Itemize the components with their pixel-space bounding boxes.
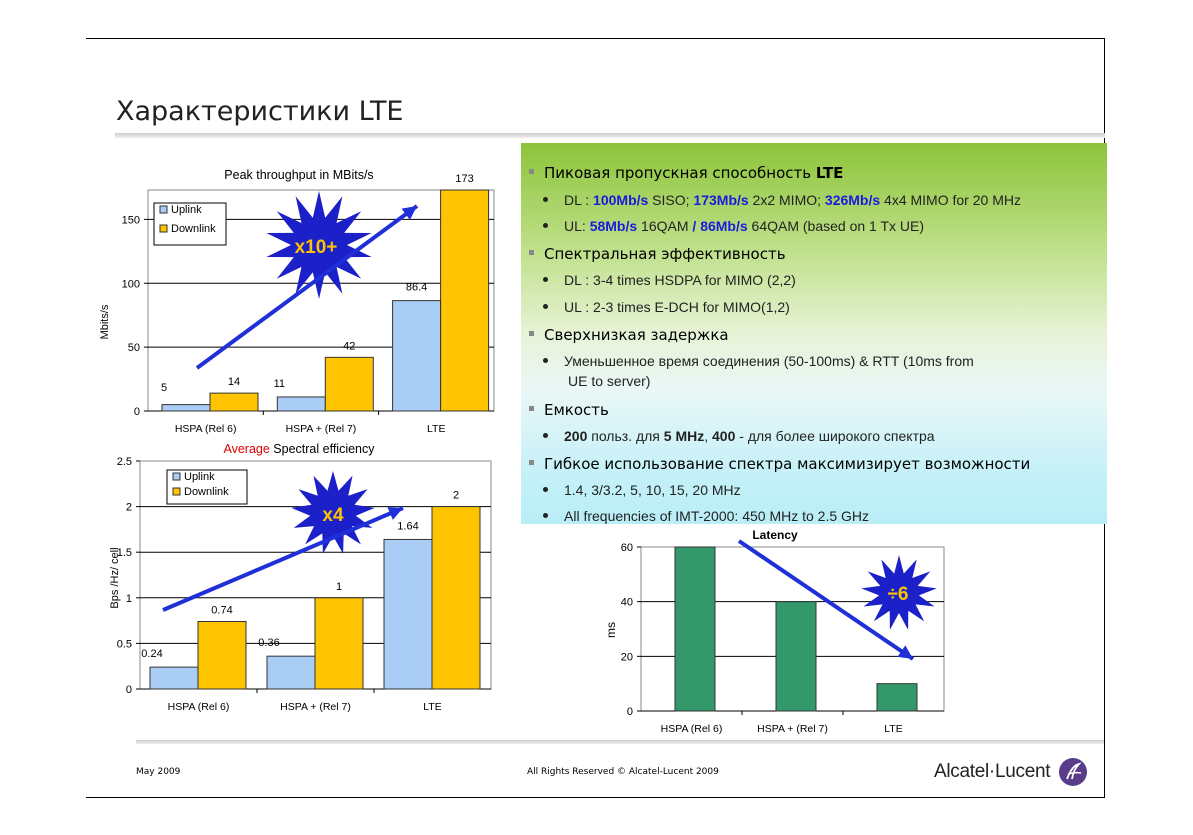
sub-bullet-latency-cont: UE to server) — [568, 373, 651, 389]
x-tick-label: LTE — [884, 723, 903, 735]
bar-uplink — [277, 397, 325, 411]
bullet-dot-icon — [543, 487, 548, 492]
bar-downlink — [210, 393, 258, 411]
sub-bullet-bandwidths: 1.4, 3/3.2, 5, 10, 15, 20 MHz — [543, 482, 741, 498]
bullet-square-icon — [529, 460, 534, 465]
y-axis-label: Mbits/s — [99, 304, 111, 340]
data-label: 1.64 — [397, 520, 419, 533]
x-tick-label: HSPA (Rel 6) — [660, 723, 723, 735]
x-tick-label: HSPA (Rel 6) — [167, 701, 230, 713]
bullet-dot-icon — [543, 433, 548, 438]
brand-block — [934, 757, 1088, 787]
y-axis-label: ms — [604, 622, 618, 638]
slide-title: Характеристики LTE — [116, 96, 404, 127]
bullet-flexible-spectrum: Гибкое использование спектра максимизирует возможности — [529, 455, 1030, 473]
data-label: 0.24 — [141, 648, 163, 661]
bar-uplink — [162, 405, 210, 411]
frame-bottom-line — [86, 797, 1104, 798]
bar-uplink — [150, 667, 198, 689]
y-tick-label: 100 — [121, 278, 140, 291]
bar-value — [675, 547, 715, 711]
alcatel-lucent-logo-icon — [1058, 757, 1088, 787]
annotation-label: x4 — [322, 505, 344, 526]
legend-label: Downlink — [184, 486, 229, 498]
x-tick-label: HSPA + (Rel 7) — [280, 701, 351, 713]
legend-swatch-uplink — [160, 206, 167, 213]
x-tick-label: HSPA (Rel 6) — [174, 423, 237, 435]
data-label: 1 — [335, 580, 343, 593]
bar-value — [877, 684, 917, 711]
bullet-dot-icon — [543, 197, 548, 202]
bullet-capacity: Емкость — [529, 401, 609, 419]
y-tick-label: 0 — [125, 684, 132, 696]
legend-swatch-downlink — [160, 225, 167, 232]
bar-uplink — [384, 539, 432, 689]
y-axis-label: Bps /Hz/ cell — [109, 547, 121, 609]
data-label: 11 — [273, 377, 286, 390]
spectral-efficiency-chart — [90, 438, 510, 723]
legend-label: Uplink — [171, 204, 202, 216]
bullet-dot-icon — [543, 513, 548, 518]
bullet-square-icon — [529, 169, 534, 174]
data-label: 42 — [343, 340, 356, 353]
bullet-spectral-efficiency: Спектральная эффективность — [529, 245, 786, 263]
brand-name: Alcatel·Lucent — [934, 761, 1051, 782]
chart-title-main: Spectral efficiency — [273, 442, 375, 456]
bar-downlink — [432, 507, 480, 689]
bar-value — [776, 602, 816, 711]
sub-bullet-ul-efficiency: UL : 2-3 times E-DCH for MIMO(1,2) — [543, 299, 790, 315]
chart-title: Latency — [752, 528, 798, 542]
data-label: 0.36 — [258, 637, 280, 650]
data-label: 2 — [452, 489, 460, 502]
y-tick-label: 1.5 — [116, 547, 132, 560]
legend-label: Downlink — [171, 223, 216, 235]
y-tick-label: 1 — [125, 592, 132, 605]
x-tick-label: HSPA + (Rel 7) — [757, 723, 828, 735]
y-tick-label: 60 — [620, 542, 633, 554]
annotation-label: x10+ — [294, 237, 338, 258]
title-divider — [115, 133, 1105, 138]
bullet-dot-icon — [543, 223, 548, 228]
footer-copyright: All Rights Reserved © Alcatel-Lucent 2009 — [527, 767, 719, 777]
peak-throughput-chart — [90, 160, 510, 440]
bullet-square-icon — [529, 406, 534, 411]
bullet-square-icon — [529, 250, 534, 255]
y-tick-label: 0 — [626, 706, 633, 718]
data-label: 173 — [455, 173, 474, 185]
y-tick-label: 20 — [620, 651, 633, 664]
y-tick-label: 2 — [125, 501, 132, 514]
footer-divider — [136, 740, 1104, 744]
features-panel — [521, 143, 1107, 524]
chart-title: Peak throughput in MBits/s — [224, 168, 374, 182]
x-tick-label: LTE — [427, 423, 446, 435]
sub-bullet-dl: DL : 100Mb/s SISO; 173Mb/s 2x2 MIMO; 326Mb/s 4x4 MIMO for 20 MHz — [543, 192, 1021, 208]
y-tick-label: 40 — [620, 596, 633, 609]
bullet-low-latency: Сверхнизкая задержка — [529, 326, 729, 344]
bar-uplink — [267, 656, 315, 689]
legend-swatch-downlink — [173, 488, 180, 495]
frame-top-line — [86, 38, 1104, 39]
data-label: 14 — [227, 376, 241, 389]
x-tick-label: LTE — [423, 701, 442, 713]
chart-title — [223, 442, 375, 456]
sub-bullet-latency: Уменьшенное время соединения (50-100ms) & RTT (10ms from — [543, 353, 974, 369]
data-label: 0.74 — [211, 604, 233, 617]
annotation-label: ÷6 — [887, 584, 909, 605]
x-tick-label: HSPA + (Rel 7) — [285, 423, 357, 435]
latency-chart — [590, 525, 955, 740]
bullet-dot-icon — [543, 277, 548, 282]
legend-label: Uplink — [184, 471, 215, 483]
bar-downlink — [325, 357, 373, 411]
sub-bullet-dl-efficiency: DL : 3-4 times HSDPA for MIMO (2,2) — [543, 272, 796, 288]
y-tick-label: 0 — [133, 406, 140, 418]
bullet-dot-icon — [543, 358, 548, 363]
y-tick-label: 50 — [127, 342, 140, 355]
footer-date: May 2009 — [136, 767, 181, 777]
bullet-peak-throughput: Пиковая пропускная способность LTE — [529, 164, 843, 182]
bullet-square-icon — [529, 331, 534, 336]
bar-downlink — [315, 598, 363, 689]
y-tick-label: 150 — [121, 214, 140, 227]
legend-swatch-uplink — [173, 473, 180, 480]
sub-bullet-capacity: 200 польз. для 5 MHz, 400 - для более широкого спектра — [543, 428, 935, 444]
data-label: 86.4 — [405, 281, 428, 294]
chart-title-highlight: Average — [223, 442, 270, 456]
bar-downlink — [441, 190, 489, 411]
sub-bullet-frequencies: All frequencies of IMT-2000: 450 MHz to 2.5 GHz — [543, 508, 869, 524]
bullet-dot-icon — [543, 304, 548, 309]
y-tick-label: 2.5 — [116, 456, 132, 468]
data-label: 5 — [160, 382, 168, 394]
y-tick-label: 0.5 — [116, 638, 132, 651]
bar-downlink — [198, 622, 246, 689]
bar-uplink — [393, 301, 441, 411]
sub-bullet-ul: UL: 58Mb/s 16QAM / 86Mb/s 64QAM (based on 1 Tx UE) — [543, 218, 924, 234]
